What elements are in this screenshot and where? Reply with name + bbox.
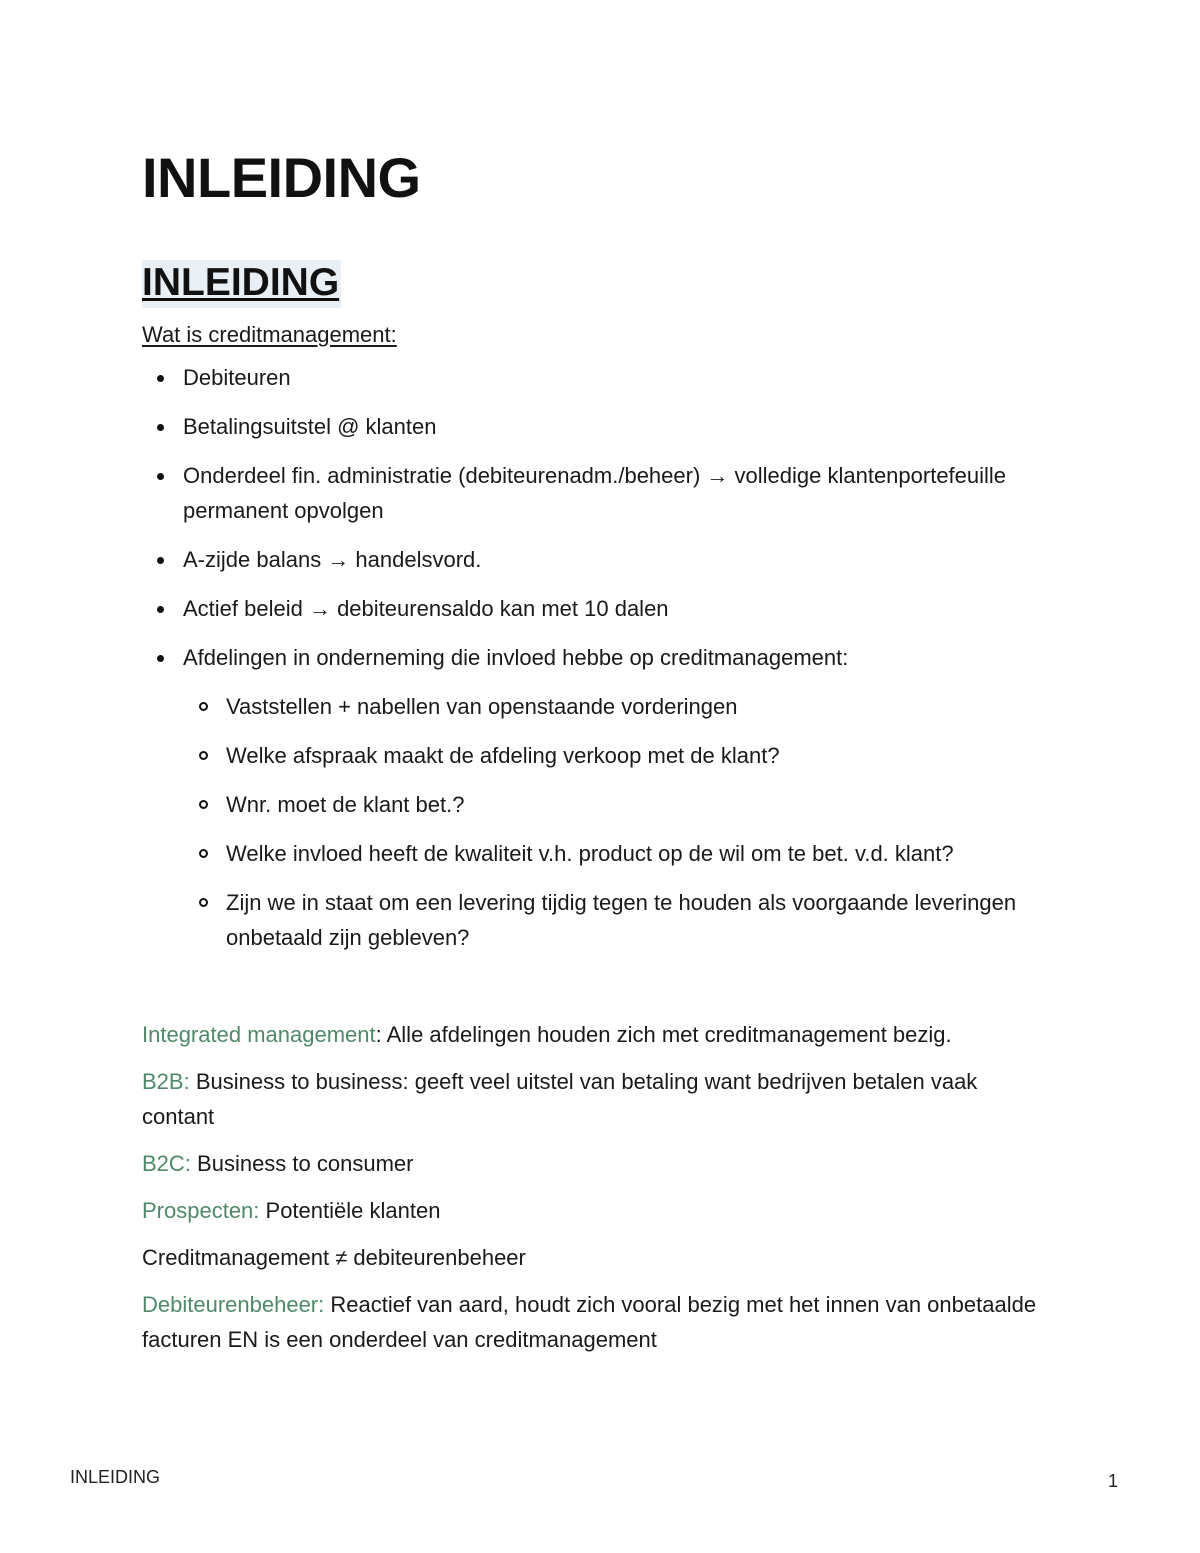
document-title: INLEIDING xyxy=(142,146,421,209)
definition-text: Reactief van aard, houdt zich vooral bezig met het innen van onbetaalde facturen EN is een onderdeel van creditmanagement xyxy=(142,1292,1037,1352)
definition-paragraph xyxy=(142,1064,1052,1134)
definition-term: Prospecten: xyxy=(142,1198,260,1223)
list-item: Onderdeel fin. administratie (debiteurenadm./beheer) → volledige klantenportefeuille permanent opvolgen xyxy=(142,458,1052,528)
definition-paragraph xyxy=(142,1193,1052,1228)
definition-text: Business to business: geeft veel uitstel van betaling want bedrijven betalen vaak contant xyxy=(142,1069,978,1129)
list-item: A-zijde balans → handelsvord. xyxy=(142,542,1052,577)
list-item-with-sublist xyxy=(142,640,1052,955)
plain-paragraph xyxy=(142,1240,1052,1275)
definition-paragraph xyxy=(142,1017,1052,1052)
sub-list-item: Wnr. moet de klant bet.? xyxy=(183,787,1052,822)
definition-paragraph xyxy=(142,1287,1052,1357)
definition-term: B2C: xyxy=(142,1151,191,1176)
definition-text: : Alle afdelingen houden zich met creditmanagement bezig. xyxy=(375,1022,952,1047)
bullet-list xyxy=(142,360,1052,955)
list-item: Actief beleid → debiteurensaldo kan met 10 dalen xyxy=(142,591,1052,626)
definition-paragraph xyxy=(142,1146,1052,1181)
definition-term: B2B: xyxy=(142,1069,190,1094)
definition-text: Creditmanagement ≠ debiteurenbeheer xyxy=(142,1245,526,1270)
page-content xyxy=(142,142,1052,1369)
definition-text: Potentiële klanten xyxy=(259,1198,441,1223)
sub-list-item: Welke invloed heeft de kwaliteit v.h. product op de wil om te bet. v.d. klant? xyxy=(183,836,1052,871)
definition-term: Integrated management xyxy=(142,1022,376,1047)
definitions xyxy=(142,1017,1052,1357)
list-item: Debiteuren xyxy=(142,360,1052,395)
page-number: 1 xyxy=(1107,1471,1118,1491)
list-item: Betalingsuitstel @ klanten xyxy=(142,409,1052,444)
sub-list-item: Welke afspraak maakt de afdeling verkoop met de klant? xyxy=(183,738,1052,773)
list-item-label: Afdelingen in onderneming die invloed hebbe op creditmanagement: xyxy=(183,645,849,670)
section-heading: INLEIDING xyxy=(142,260,341,308)
sub-bullet-list xyxy=(183,689,1052,955)
subheading: Wat is creditmanagement: xyxy=(142,322,397,347)
definition-term: Debiteurenbeheer: xyxy=(142,1292,325,1317)
footer-label: INLEIDING xyxy=(70,1467,161,1487)
sub-list-item: Vaststellen + nabellen van openstaande vorderingen xyxy=(183,689,1052,724)
definition-text: Business to consumer xyxy=(190,1151,414,1176)
sub-list-item: Zijn we in staat om een levering tijdig tegen te houden als voorgaande leveringen onbetaald zijn gebleven? xyxy=(183,885,1052,955)
